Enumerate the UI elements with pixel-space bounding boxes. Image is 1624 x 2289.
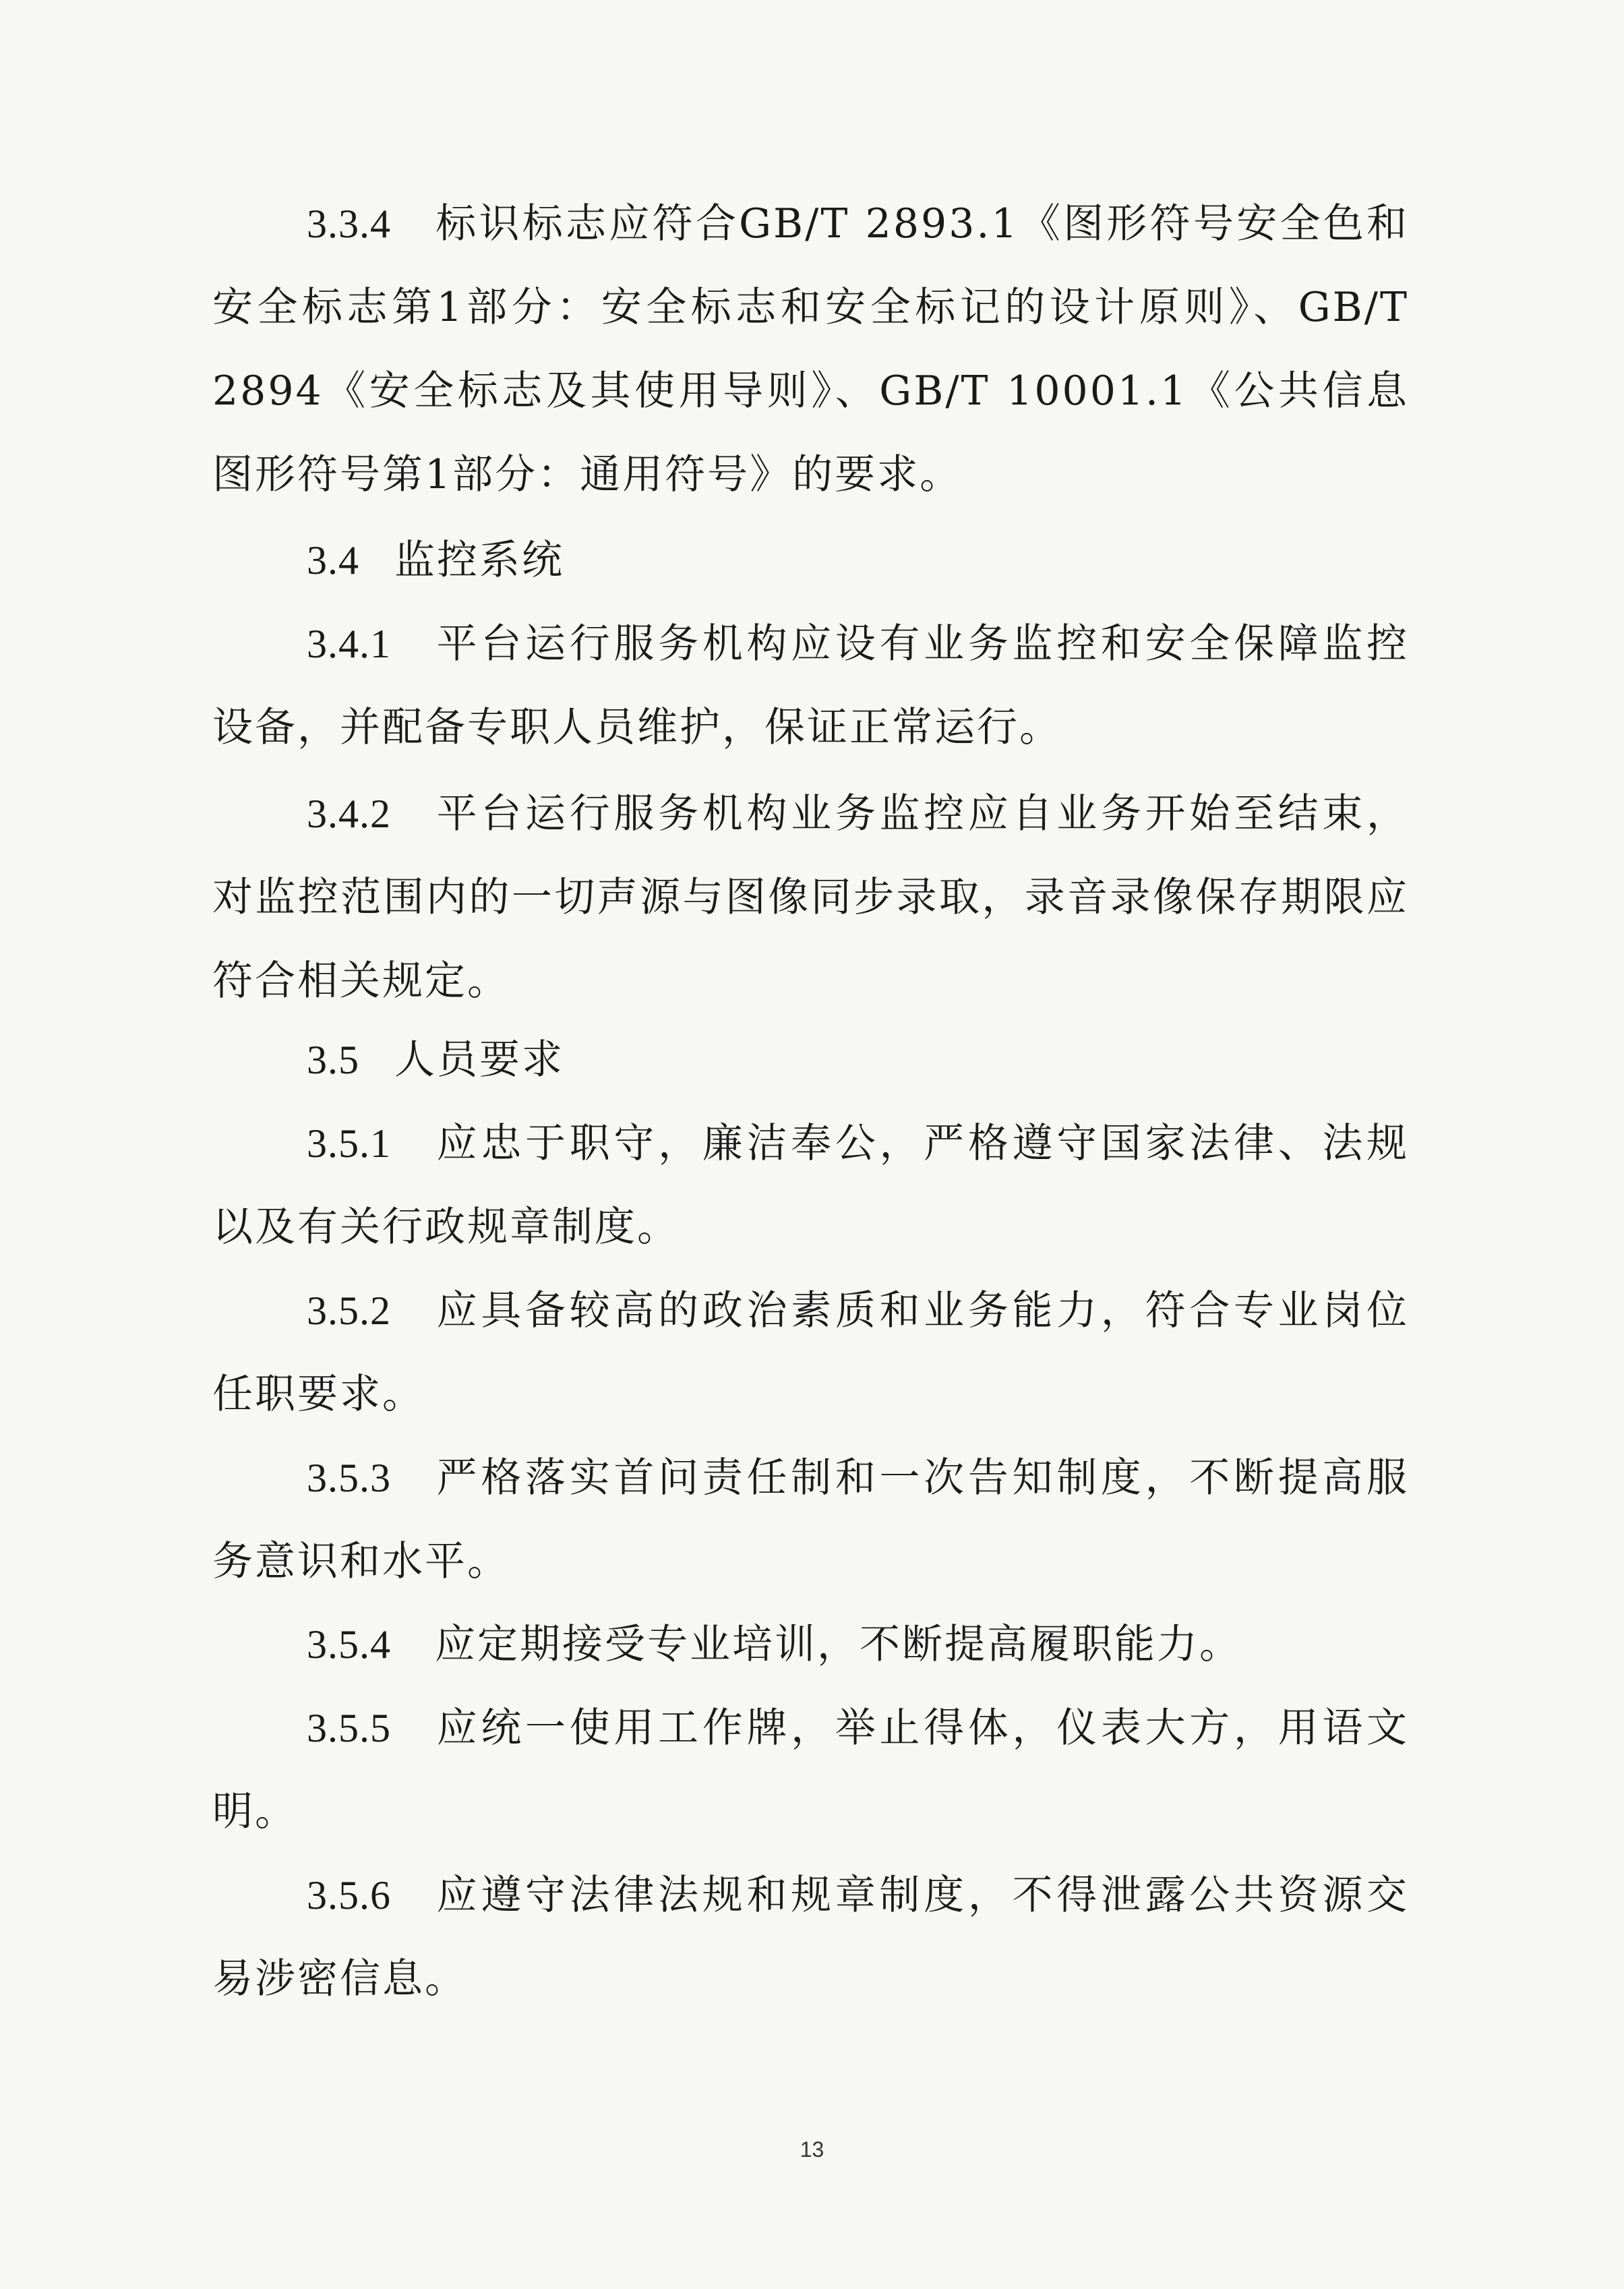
section-number: 3.3.4 [307,202,391,246]
page-number: 13 [800,2137,824,2162]
section-text: 应定期接受专业培训，不断提高履职能力。 [435,1621,1242,1668]
section-3-4-2 [212,772,1409,1023]
section-number: 3.4.1 [307,622,391,666]
section-3-5-1 [212,1102,1409,1269]
section-3-5-5 [212,1686,1409,1853]
section-number: 3.5.1 [307,1121,391,1166]
section-number: 3.5.3 [307,1456,391,1500]
section-text: 标识标志应符合GB/T 2893.1《图形符号安全色和安全标志第1部分：安全标志和安全标记的设计原则》、GB/T 2894《安全标志及其使用导则》、GB/T 10001.1《公共信息图形符号第1部分：通用符号》的要求。 [212,200,1409,498]
section-text: 平台运行服务机构应设有业务监控和安全保障监控设备，并配备专职人员维护，保证正常运行。 [212,620,1409,751]
section-title: 监控系统 [394,537,564,584]
section-3-5-6 [212,1853,1409,2021]
section-3-4-1 [212,602,1409,769]
section-number: 3.5.6 [307,1873,391,1918]
section-text: 平台运行服务机构业务监控应自业务开始至结束，对监控范围内的一切声源与图像同步录取，录音录像保存期限应符合相关规定。 [212,790,1409,1005]
section-number: 3.5.4 [307,1622,391,1667]
section-text: 严格落实首问责任制和一次告知制度，不断提高服务意识和水平。 [212,1454,1409,1585]
section-3-5-2 [212,1269,1409,1436]
section-text: 应具备较高的政治素质和业务能力，符合专业岗位任职要求。 [212,1287,1409,1418]
section-number: 3.4 [307,538,359,583]
section-3-5-3 [212,1436,1409,1603]
section-3-3-4 [212,182,1409,516]
section-text: 应遵守法律法规和规章制度，不得泄露公共资源交易涉密信息。 [212,1872,1409,2002]
section-text: 应忠于职守，廉洁奉公，严格遵守国家法律、法规以及有关行政规章制度。 [212,1120,1409,1251]
section-number: 3.5.2 [307,1288,391,1333]
section-number: 3.5.5 [307,1706,391,1750]
section-3-5-4 [212,1603,1409,1686]
section-number: 3.5 [307,1038,359,1082]
section-title: 人员要求 [394,1036,564,1083]
section-3-4-heading [212,518,1409,602]
section-3-5-heading [212,1018,1409,1102]
section-text: 应统一使用工作牌，举止得体，仪表大方，用语文明。 [212,1704,1409,1835]
section-number: 3.4.2 [307,792,391,836]
